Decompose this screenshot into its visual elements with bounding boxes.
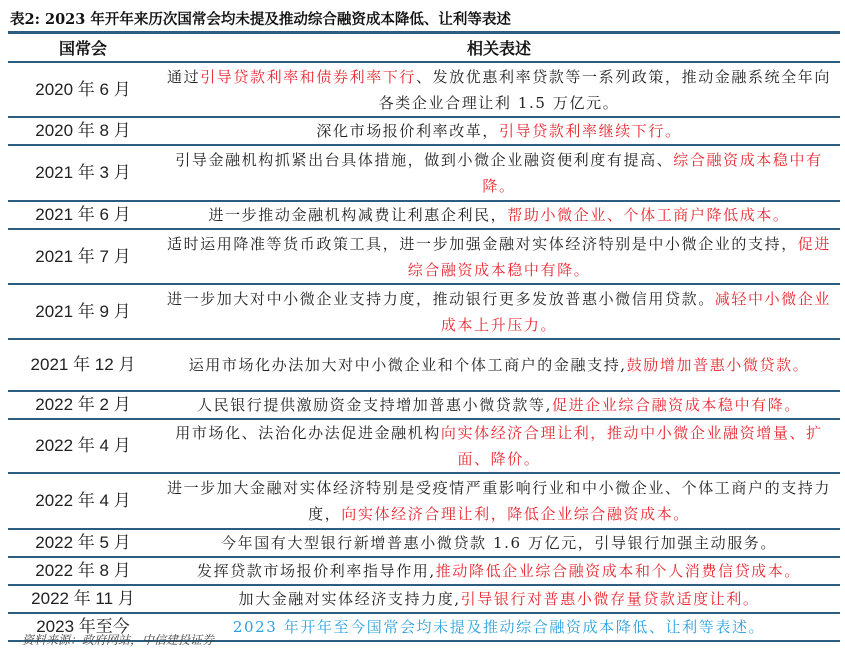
description-text: 进一步推动金融机构减费让利惠企利民， xyxy=(208,206,508,224)
table-row xyxy=(8,391,840,419)
meeting-date: 2022 年 8 月 xyxy=(35,561,131,580)
table-row xyxy=(8,339,840,391)
description xyxy=(158,145,840,201)
highlighted-text: 向实体经济合理让利，推动中小微企业融资增量、扩面、降价。 xyxy=(440,424,823,468)
description xyxy=(158,339,840,391)
table-row xyxy=(8,419,840,473)
description-text: 、发放优惠利率贷款等一系列政策，推动金融系统全年向各类企业合理让利 1.5 万亿元。 xyxy=(378,67,832,112)
source-note: 资料来源：政府网站，中信建投证券 xyxy=(22,633,215,647)
description xyxy=(158,419,840,473)
table-row xyxy=(8,557,840,585)
description-text: 适时运用降准等货币政策工具，进一步加强金融对实体经济特别是中小微企业的支持， xyxy=(166,234,798,253)
description-text: 人民银行提供激励资金支持增加普惠小微贷款等, xyxy=(197,396,552,414)
description-text: 进一步加大对中小微企业支持力度，推动银行更多发放普惠小微信用贷款。 xyxy=(166,289,715,308)
table-row xyxy=(8,145,840,201)
meeting-date: 2021 年 9 月 xyxy=(35,301,131,321)
description xyxy=(158,557,840,585)
header-row xyxy=(8,33,840,63)
meeting-date: 2022 年 4 月 xyxy=(35,436,131,455)
highlighted-text: 引导贷款利率继续下行。 xyxy=(499,122,682,140)
description xyxy=(158,284,840,339)
description-text: 发挥贷款市场报价利率指导作用, xyxy=(197,562,436,580)
highlighted-text: 鼓励增加普惠小微贷款。 xyxy=(626,356,810,374)
meeting-date: 2022 年 4 月 xyxy=(35,491,131,510)
meeting-date: 2022 年 11 月 xyxy=(31,589,135,608)
description-text: 引导金融机构抓紧出台具体措施，做到小微企业融资便利度有提高、 xyxy=(175,151,674,169)
table-row xyxy=(8,529,840,557)
meeting-date: 2021 年 12 月 xyxy=(30,355,136,374)
meeting-date: 2022 年 2 月 xyxy=(35,395,131,414)
header-description: 相关表述 xyxy=(466,39,531,58)
description-text: 用市场化、法治化办法促进金融机构 xyxy=(175,424,441,442)
description-text: 进一步加大金融对实体经济特别是受疫情严重影响行业和中小微企业、个体工商户的支持力度， xyxy=(166,479,831,523)
meeting-date: 2021 年 6 月 xyxy=(35,205,131,224)
meeting-date: 2022 年 5 月 xyxy=(35,533,131,552)
description xyxy=(158,229,840,284)
table-row xyxy=(8,473,840,529)
table-row xyxy=(8,117,840,145)
highlighted-text: 引导银行对普惠小微存量贷款适度让利。 xyxy=(460,590,760,608)
description-text: 运用市场化办法加大对中小微企业和个体工商户的金融支持, xyxy=(188,356,627,374)
highlighted-text: 向实体经济合理让利，降低企业综合融资成本。 xyxy=(341,505,690,523)
description xyxy=(158,391,840,419)
table-row xyxy=(8,229,840,284)
description xyxy=(158,201,840,229)
highlighted-text: 综合融资成本稳中有降。 xyxy=(482,151,823,195)
policy-table xyxy=(8,31,840,642)
description-text: 加大金融对实体经济支持力度, xyxy=(238,590,461,608)
table-row xyxy=(8,585,840,613)
meeting-date: 2020 年 8 月 xyxy=(35,121,131,140)
highlighted-text: 促进企业综合融资成本稳中有降。 xyxy=(551,396,801,414)
description-text: 通过 xyxy=(166,67,201,86)
table-row xyxy=(8,201,840,229)
description xyxy=(158,613,840,641)
table-title: 表2: 2023 年开年来历次国常会均未提及推动综合融资成本降低、让利等表述 xyxy=(10,11,511,28)
description xyxy=(158,117,840,145)
highlighted-text: 帮助小微企业、个体工商户降低成本。 xyxy=(507,206,790,224)
meeting-date: 2021 年 7 月 xyxy=(35,246,131,266)
header-meeting: 国常会 xyxy=(58,39,107,58)
description-text: 深化市场报价利率改革， xyxy=(316,122,499,140)
description xyxy=(158,529,840,557)
meeting-date: 2021 年 3 月 xyxy=(35,163,131,182)
highlighted-text: 促进综合融资成本稳中有降。 xyxy=(407,234,831,279)
description-text: 今年国有大型银行新增普惠小微贷款 1.6 万亿元，引导银行加强主动服务。 xyxy=(221,534,777,552)
highlighted-text: 引导贷款利率和债券利率下行 xyxy=(200,67,416,86)
highlighted-text: 减轻中小微企业成本上升压力。 xyxy=(440,289,831,334)
table-row xyxy=(8,62,840,117)
highlighted-text: 推动降低企业综合融资成本和个人消费信贷成本。 xyxy=(435,562,801,580)
description xyxy=(158,473,840,529)
meeting-date: 2020 年 6 月 xyxy=(35,79,131,99)
description xyxy=(158,62,840,117)
meeting-date: 2023 年至今 xyxy=(36,617,130,636)
highlighted-text: 2023 年开年至今国常会均未提及推动综合融资成本降低、让利等表述。 xyxy=(232,618,766,636)
description xyxy=(158,585,840,613)
table-row xyxy=(8,284,840,339)
